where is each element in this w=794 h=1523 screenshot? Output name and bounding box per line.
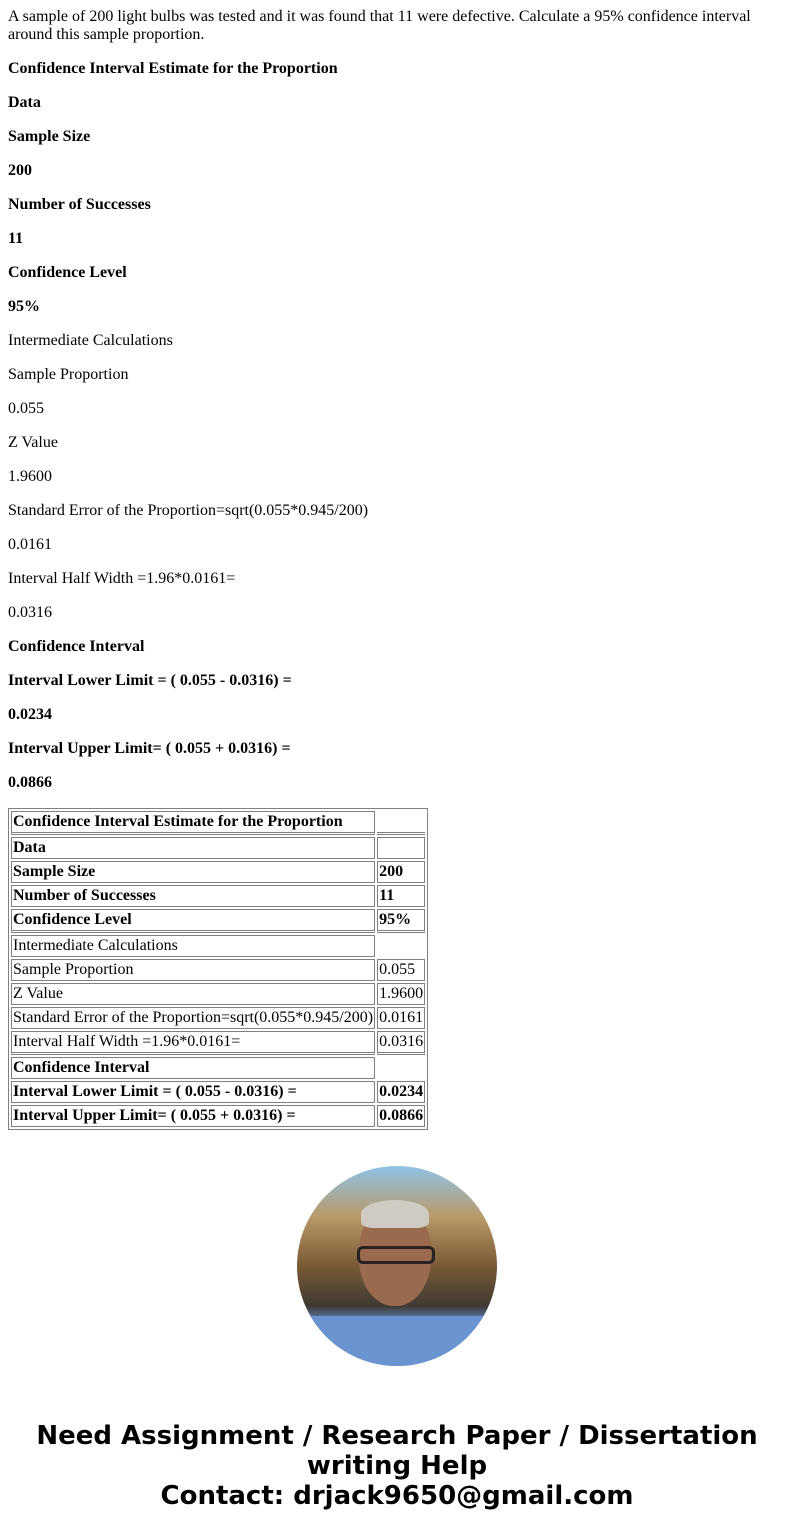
row-label: Intermediate Calculations: [11, 935, 375, 957]
solution-line: Sample Size: [8, 128, 91, 145]
row-label: Z Value: [11, 983, 375, 1005]
table-row: [11, 1031, 425, 1055]
row-value: [377, 837, 425, 859]
question-text: A sample of 200 light bulbs was tested and it was found that 11 were defective. Calculate a 95% confidence interval around this sample proportion.: [8, 8, 751, 43]
solution-line: 200: [8, 162, 32, 179]
row-value: 95%: [377, 909, 425, 933]
solution-line: 0.0866: [8, 774, 52, 791]
row-label: Data: [11, 837, 375, 859]
solution-line: Confidence Level: [8, 264, 127, 281]
row-value: 0.0234: [377, 1081, 425, 1103]
table-row: [11, 935, 425, 957]
table-row: [11, 1007, 425, 1029]
solution-line: 95%: [8, 298, 40, 315]
row-value: [377, 1057, 425, 1079]
row-label: Interval Lower Limit = ( 0.055 - 0.0316) =: [11, 1081, 375, 1103]
row-value: [377, 935, 425, 957]
row-value: [377, 811, 425, 835]
row-value: 11: [377, 885, 425, 907]
table-row: [11, 1081, 425, 1103]
solution-line: Interval Lower Limit = ( 0.055 - 0.0316) =: [8, 672, 292, 689]
confidence-interval-table: [8, 808, 428, 1130]
row-label: Number of Successes: [11, 885, 375, 907]
solution-line: Standard Error of the Proportion=sqrt(0.055*0.945/200): [8, 502, 369, 519]
row-label: Interval Upper Limit= ( 0.055 + 0.0316) =: [11, 1105, 375, 1127]
row-value: 200: [377, 861, 425, 883]
row-label: Confidence Interval Estimate for the Proportion: [11, 811, 375, 835]
table-row: [11, 959, 425, 981]
solution-line: Confidence Interval Estimate for the Proportion: [8, 60, 338, 77]
solution-line: Sample Proportion: [8, 366, 129, 383]
solution-lines: [8, 60, 786, 792]
solution-line: 0.0234: [8, 706, 52, 723]
solution-line: 0.055: [8, 400, 44, 417]
solution-line: Intermediate Calculations: [8, 332, 173, 349]
row-value: 0.0161: [377, 1007, 425, 1029]
contact-banner: [8, 1421, 786, 1511]
solution-line: Data: [8, 94, 41, 111]
row-value: 0.055: [377, 959, 425, 981]
contact-email: Contact: drjack9650@gmail.com: [160, 1481, 634, 1511]
table-row: [11, 1105, 425, 1127]
table-row: [11, 983, 425, 1005]
solution-line: Z Value: [8, 434, 58, 451]
table-row: [11, 1057, 425, 1079]
row-value: 0.0316: [377, 1031, 425, 1055]
table-row: [11, 909, 425, 933]
solution-line: 11: [8, 230, 24, 247]
solution-line: Number of Successes: [8, 196, 151, 213]
solution-line: Interval Half Width =1.96*0.0161=: [8, 570, 236, 587]
solution-line: 0.0161: [8, 536, 52, 553]
table-row: [11, 837, 425, 859]
author-photo: [297, 1166, 497, 1366]
row-label: Confidence Level: [11, 909, 375, 933]
row-label: Sample Proportion: [11, 959, 375, 981]
row-value: 1.9600: [377, 983, 425, 1005]
solution-line: Interval Upper Limit= ( 0.055 + 0.0316) =: [8, 740, 291, 757]
table-row: [11, 885, 425, 907]
solution-line: Confidence Interval: [8, 638, 145, 655]
row-label: Interval Half Width =1.96*0.0161=: [11, 1031, 375, 1055]
solution-line: 1.9600: [8, 468, 52, 485]
help-text: Need Assignment / Research Paper / Dissertation writing Help: [36, 1421, 758, 1481]
row-label: Standard Error of the Proportion=sqrt(0.055*0.945/200): [11, 1007, 375, 1029]
row-label: Sample Size: [11, 861, 375, 883]
row-value: 0.0866: [377, 1105, 425, 1127]
table-row: [11, 861, 425, 883]
row-label: Confidence Interval: [11, 1057, 375, 1079]
solution-line: 0.0316: [8, 604, 52, 621]
table-row: [11, 811, 425, 835]
